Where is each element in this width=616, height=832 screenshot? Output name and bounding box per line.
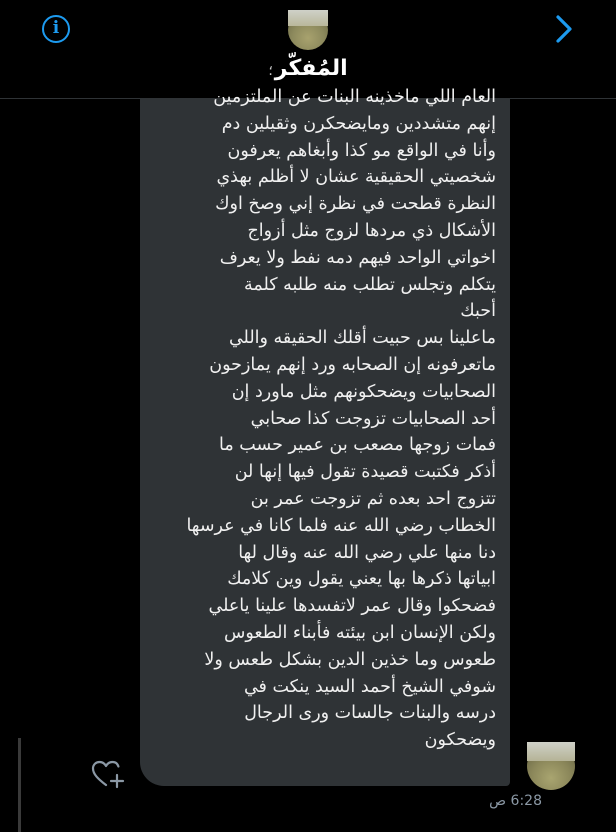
info-icon[interactable]: i	[42, 15, 70, 43]
avatar[interactable]	[288, 10, 328, 50]
message-bubble[interactable]	[140, 87, 510, 786]
page-title[interactable]	[0, 56, 616, 81]
message-text: العام اللي ماخذينه البنات عن الملتزمين إنهم متشددين ومايضحكرن وثقيلين دم وأنا في الواقع مو كذا وأبغاهم يعرفون شخصيتي الحقيقية عشان لا أظلم بهذي النظرة قطحت في نظرة إني وصخ اوك الأشكال ذي مردها لزوج مثل أزواج اخواتي الواحد فيهم دمه نفط ولا يعرف يتكلم وتجلس تطلب منه طلبه كلمة أحبك ماعلينا بس حبيت أقلك الحقيقه واللي ماتعرفونه إن الصحابه ورد إنهم يمازحون الصحابيات ويضحكونهم مثل ماورد إن أحد الصحابيات تزوجت كذا صحابي فمات زوجها مصعب بن عمير حسب ما أذكر فكتبت قصيدة تقول فيها إنها لن تتزوج احد بعده ثم تزوجت عمر بن الخطاب رضي الله عنه فلما كانا في عرسها دنا منها علي رضي الله عنه وقال لها ابياتها ذكرها بها يعني يقول وين كلامك فضحكوا وقال عمر لاتفسدها علينا ياعلي ولكن الإنسان ابن بيئته فأبناء الطعوس طعوس وما خذين الدين بشكل طعس ولا شوفي الشيخ أحمد السيد ينكت في درسه والبنات جالسات ورى الرجال ويضحكون	[186, 87, 496, 751]
message-timestamp: 6:28 ص	[489, 793, 542, 809]
scroll-indicator	[18, 738, 21, 832]
title-mark: ؛	[268, 63, 273, 79]
conversation-title: المُفكّر	[274, 56, 348, 81]
heart-plus-icon[interactable]	[90, 758, 124, 790]
sender-avatar[interactable]	[527, 742, 575, 790]
chevron-right-icon[interactable]	[552, 13, 576, 45]
